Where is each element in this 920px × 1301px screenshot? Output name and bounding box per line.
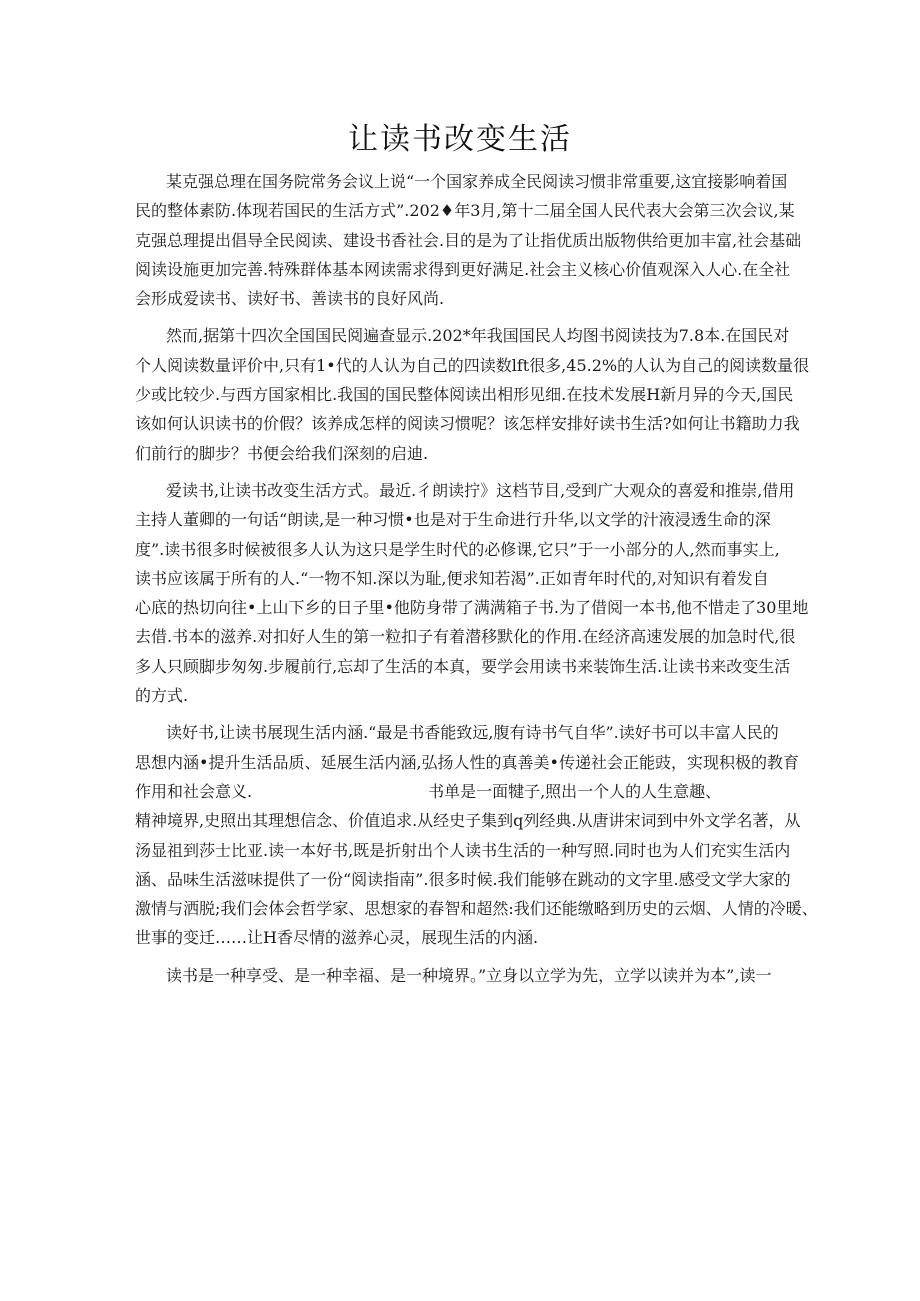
paragraph-line: 主持人董卿的一句话“朗读,是一种习惯•也是对于生命进行升华,以文学的汁液浸透生命的深 xyxy=(135,510,771,530)
paragraph-line: 汤显祖到莎士比亚.读一本好书,既是折射出个人读书生活的一种写照.同时也为人们充实生活内 xyxy=(135,840,791,860)
paragraph-line: 阅读设施更加完善.特殊群体基本网读需求得到更好满足.社会主义核心价值观深入人心.在全社 xyxy=(135,259,791,279)
paragraph-line: 作用和社会意义. xyxy=(135,781,253,801)
paragraph-line: 思想内涵•提升生活品质、延展生活内涵,弘扬人性的真善美•传递社会正能豉，实现积极的教育 xyxy=(135,752,799,772)
paragraph-line: 去借.书本的滋养.对扣好人生的第一粒扣子有着潜移默化的作用.在经济高速发展的加急时代,很 xyxy=(135,627,796,647)
paragraph-3 xyxy=(135,478,809,712)
paragraph-line: 激情与洒脱;我们会体会哲学家、思想家的春智和超然:我们还能缴略到历史的云烟、人情的冷暖、 xyxy=(135,899,818,919)
paragraph-line: 某克强总理在国务院常务会议上说“一个国家养成全民阅读习惯非常重要,这宜接影响着国 xyxy=(166,172,788,191)
paragraph-line: 多人只顾脚步匆匆.步履前行,忘却了生活的本真，要学会用读书来装饰生活.让读书来改变生活 xyxy=(135,656,791,676)
paragraph-line: 度”.读书很多时候被很多人认为这只是学生时代的必修课,它只”于一小部分的人,然而事实上, xyxy=(135,539,780,559)
paragraph-line: 涵、品味生活滋味提供了一份“阅读指南”.很多时候.我们能够在跳动的文字里.感受文学大家的 xyxy=(135,869,791,889)
paragraph-line: 读书是一种享受、是一种幸福、是一种境界。”立身以立学为先，立学以读并为本”,读一 xyxy=(166,965,772,985)
paragraph-line: 克强总理提出倡导全民阅读、建设书香社会.目的是为了让指优质出版物供给更加丰富,社会基础 xyxy=(135,230,802,250)
paragraph-line: 心底的热切向往•上山下乡的日子里•他防身带了满满箱子书.为了借阅一本书,他不惜走了30里地 xyxy=(135,598,809,618)
document-title: 让读书改变生活 xyxy=(348,122,572,157)
paragraph-5 xyxy=(135,963,795,992)
paragraph-line: 的方式. xyxy=(135,686,189,706)
paragraph-line: 爱读书,让读书改变生活方式。最近.彳朗读拧》这档节目,受到广大观众的喜爱和推崇,借用 xyxy=(166,480,795,500)
paragraph-inline-text: 书单是一面犍子,照出一个人的人生意趣、 xyxy=(428,781,722,801)
paragraph-line-with-inline xyxy=(135,779,795,808)
paragraph-line: 读书应该属于所有的人.“一物不知.深以为耻,便求知若渴”.正如青年时代的,对知识有着发自 xyxy=(135,568,769,588)
paragraph-line: 该如何认识读书的价假？该养成怎样的阅读习惯呢？该怎样安排好读书生活?如何让书籍助力我 xyxy=(135,414,800,434)
paragraph-4 xyxy=(135,720,818,954)
paragraph-line: 个人阅读数量评价中,只有1•代的人认为自己的四读数lft很多,45.2%的人认为自己的阅读数量很 xyxy=(135,355,810,375)
paragraph-line: 们前行的脚步？书便会给我们深刻的启迪. xyxy=(135,443,429,463)
paragraph-line: 民的整体素防.体现若国民的生活方式”.202♦年3月,第十二届全国人民代表大会第三次会议,某 xyxy=(135,201,795,221)
paragraph-2 xyxy=(135,323,810,469)
paragraph-line: 精神境界,史照出其理想信念、价值追求.从经史子集到q列经典.从唐讲宋词到中外文学名著，从 xyxy=(135,811,801,831)
paragraph-line: 世事的变迁……让H香尽情的滋养心灵，展现生活的内涵. xyxy=(135,928,539,948)
paragraph-line: 会形成爱读书、读好书、善读书的良好风尚. xyxy=(135,289,445,309)
paragraph-1 xyxy=(135,169,802,315)
paragraph-line: 然而,据第十四次全国国民阅遍查显示.202*年我国国民人均图书阅读技为7.8本.在国民对 xyxy=(166,326,790,346)
paragraph-line: 读好书,让读书展现生活内涵.“最是书香能致远,腹有诗书气自华”.读好书可以丰富人民的 xyxy=(166,723,779,743)
paragraph-line: 少或比较少.与西方国家相比.我国的国民整体阅读出相形见细.在技术发展H新月异的今天,国民 xyxy=(135,385,794,405)
document-body xyxy=(135,169,818,992)
